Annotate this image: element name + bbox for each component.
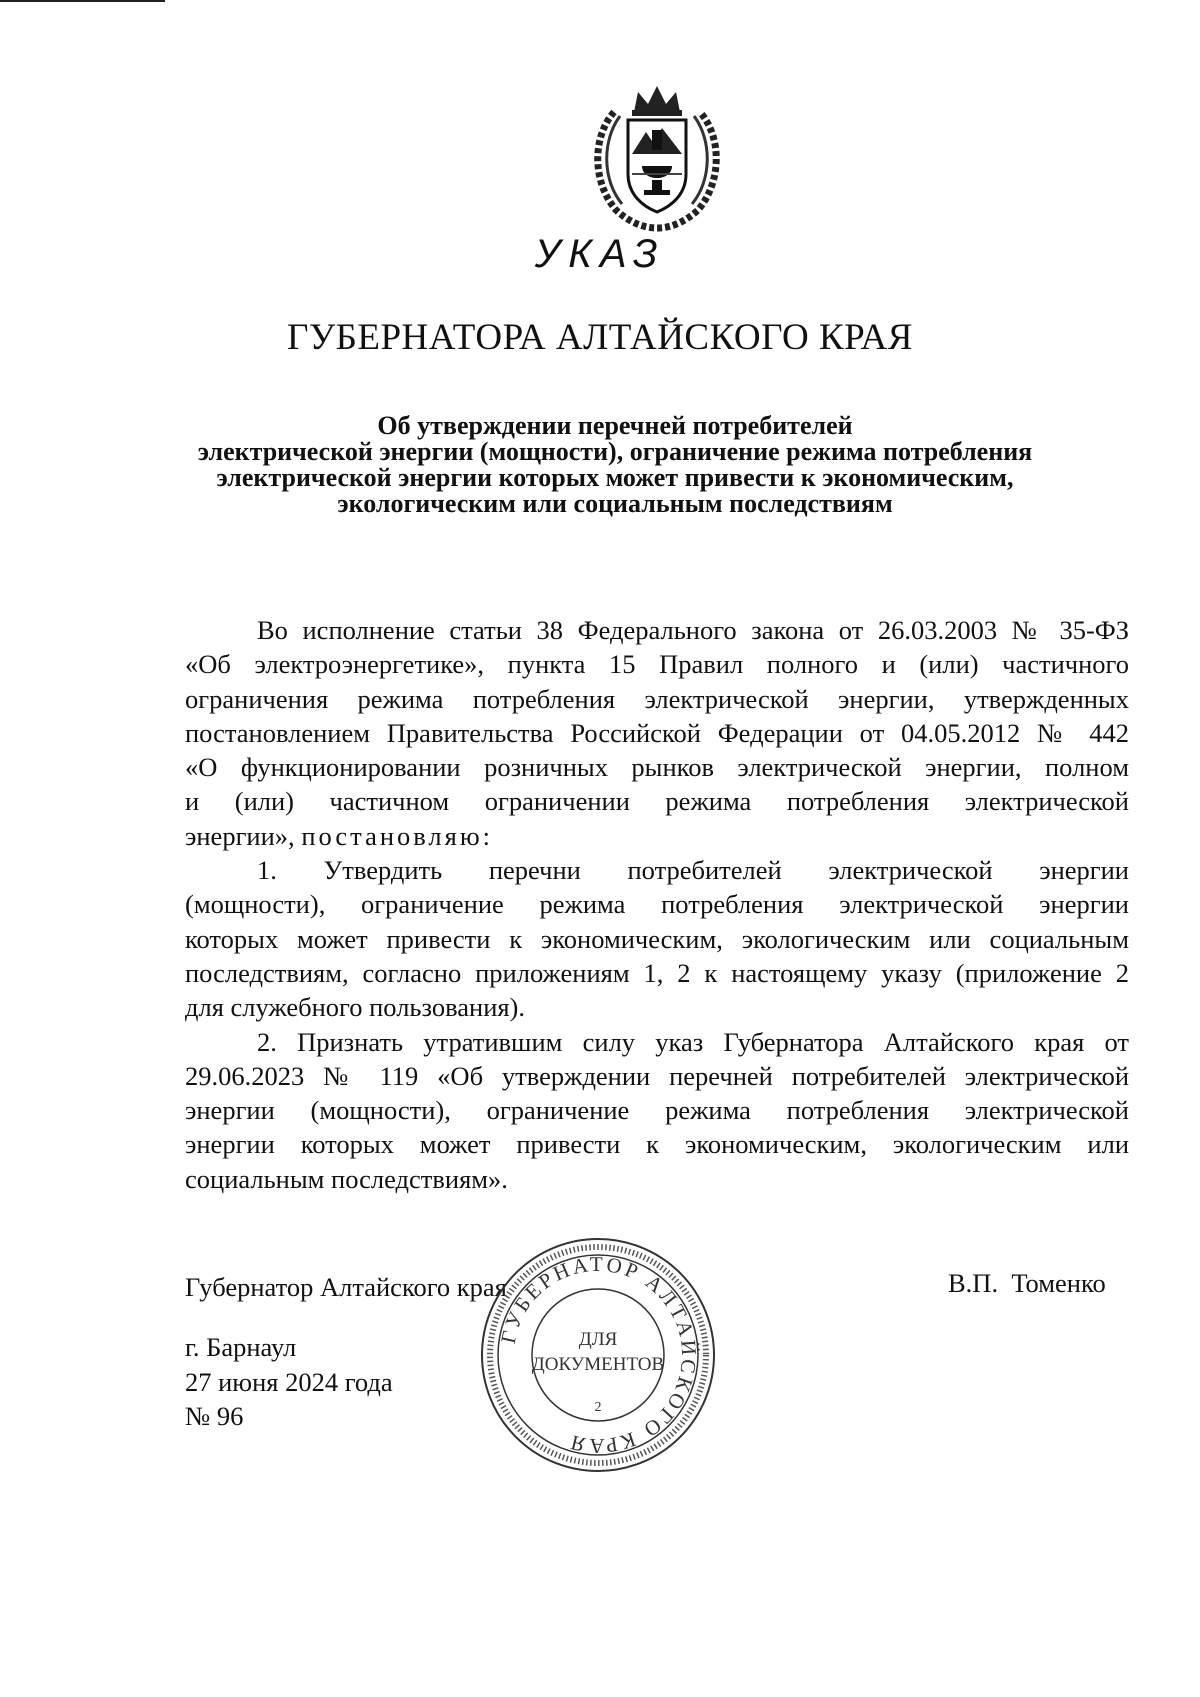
seal-ring-text: ГУБЕРНАТОР АЛТАЙСКОГО КРАЯ bbox=[495, 1251, 702, 1459]
issue-date: 27 июня 2024 года bbox=[185, 1366, 393, 1397]
preamble-last-line bbox=[185, 819, 1129, 853]
preamble-end: энергии», bbox=[185, 820, 295, 851]
subject-line: Об утверждении перечней потребителей bbox=[377, 411, 853, 440]
official-seal-stamp bbox=[478, 1235, 718, 1475]
item2-line: социальным последствиям». bbox=[185, 1163, 508, 1194]
seal-number: 2 bbox=[594, 1400, 602, 1415]
preamble-line: постановлением Правительства Российской Федерации от 04.05.2012 № 442 bbox=[185, 717, 1129, 748]
subject-line: экологическим или социальным последствиям bbox=[337, 489, 893, 518]
issue-details bbox=[185, 1330, 393, 1434]
scan-edge-mark bbox=[0, 0, 165, 2]
issue-city: г. Барнаул bbox=[185, 1332, 297, 1362]
item2-line: энергии (мощности), ограничение режима потребления электрической bbox=[185, 1095, 1129, 1126]
preamble-line: и (или) частичном ограничении режима потребления электрической bbox=[185, 786, 1129, 817]
decree-subject bbox=[185, 413, 1045, 517]
item2-line: 29.06.2023 № 119 «Об утверждении перечней потребителей электрической bbox=[185, 1060, 1129, 1091]
decree-number: № 96 bbox=[185, 1401, 244, 1431]
item2-line: энергии которых может привести к экономическим, экологическим или bbox=[185, 1129, 1129, 1160]
item2-line: 2. Признать утратившим силу указ Губернатора Алтайского края от bbox=[257, 1026, 1129, 1057]
subject-line: электрической энергии (мощности), ограничение режима потребления bbox=[197, 437, 1033, 466]
item1-line: (мощности), ограничение режима потребления электрической энергии bbox=[185, 889, 1129, 920]
item1-line: которых может привести к экономическим, экологическим или социальным bbox=[185, 923, 1129, 954]
signatory-name: В.П. Томенко bbox=[948, 1268, 1106, 1298]
subject-line: электрической энергии которых может привести к экономическим, bbox=[216, 463, 1014, 492]
issuer-title: ГУБЕРНАТОРА АЛТАЙСКОГО КРАЯ bbox=[287, 317, 913, 358]
altai-krai-coat-of-arms-icon bbox=[586, 82, 728, 232]
decree-word: постановляю: bbox=[301, 820, 493, 851]
seal-center-line2: ДОКУМЕНТОВ bbox=[531, 1354, 665, 1375]
seal-center-line1: ДЛЯ bbox=[578, 1329, 618, 1350]
document-type-title: УКАЗ bbox=[534, 232, 666, 276]
preamble-line: «О функционировании розничных рынков электрической энергии, полном bbox=[185, 752, 1129, 783]
item1-line: 1. Утвердить перечни потребителей электрической энергии bbox=[257, 855, 1129, 886]
preamble-line: «Об электроэнергетике», пункта 15 Правил полного и (или) частичного bbox=[185, 649, 1129, 680]
signatory-position: Губернатор Алтайского края bbox=[185, 1272, 507, 1302]
preamble-line: ограничения режима потребления электрической энергии, утвержденных bbox=[185, 683, 1129, 714]
item1-line: для служебного пользования). bbox=[185, 992, 526, 1023]
item1-line: последствиям, согласно приложениям 1, 2 к настоящему указу (приложение 2 bbox=[185, 957, 1129, 988]
preamble-line: Во исполнение статьи 38 Федерального закона от 26.03.2003 № 35-ФЗ bbox=[257, 615, 1129, 645]
decree-body bbox=[185, 613, 1129, 1196]
